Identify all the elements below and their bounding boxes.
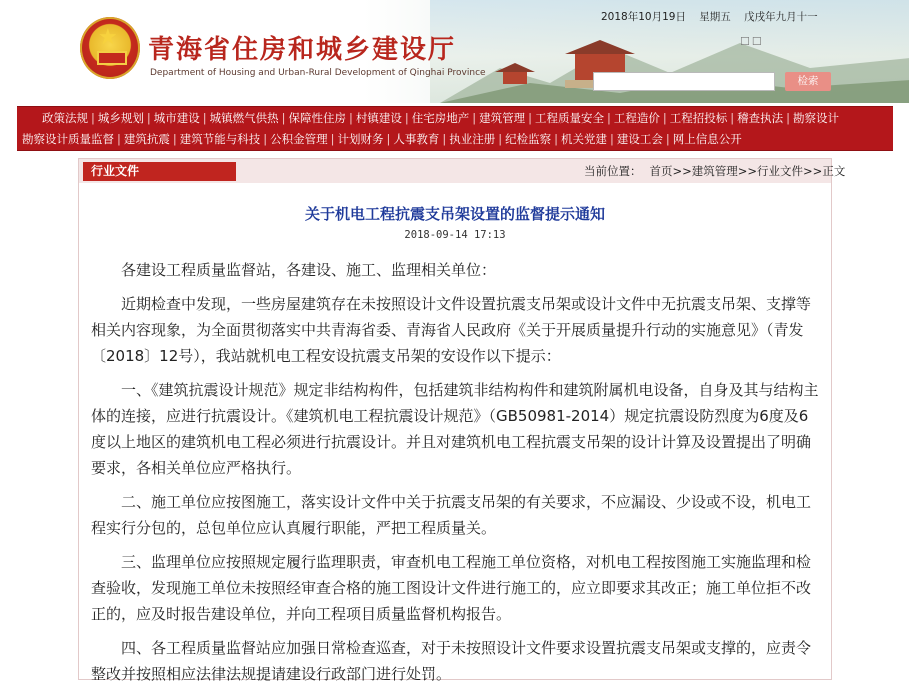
section-header-bar	[79, 159, 846, 183]
nav-separator: |	[498, 132, 503, 146]
nav-separator: |	[554, 132, 558, 146]
nav-item[interactable]: 计划财务	[337, 132, 384, 146]
bookmark-icon[interactable]: ☐	[751, 35, 764, 48]
toolbar-icons	[740, 35, 764, 48]
nav-row-1	[39, 108, 842, 129]
nav-item[interactable]: 住宅房地产	[411, 111, 470, 125]
nav-item[interactable]: 城镇燃气供热	[209, 111, 279, 125]
nav-separator: |	[172, 132, 177, 146]
nav-item[interactable]: 建筑抗震	[123, 132, 170, 146]
nav-item[interactable]: 稽查执法	[737, 111, 784, 125]
header-banner	[0, 0, 909, 103]
article-datetime: 2018-09-14 17:13	[404, 229, 506, 241]
home-icon[interactable]: ☐	[740, 35, 752, 48]
nav-item[interactable]: 网上信息公开	[672, 132, 742, 146]
nav-separator: |	[730, 111, 735, 125]
mountain-temple-image	[440, 38, 909, 103]
breadcrumb-label: 当前位置：	[584, 164, 642, 178]
nav-separator: |	[263, 132, 268, 146]
search-input[interactable]	[593, 72, 775, 91]
nav-item[interactable]: 村镇建设	[355, 111, 402, 125]
nav-separator: |	[404, 111, 409, 125]
article-paragraph: 二、施工单位应按图施工，落实设计文件中关于抗震支吊架的有关要求，不应漏设、少设或不设，机电工程实行分包的，总包单位应认真履行职能，严把工程质量关。	[91, 493, 812, 537]
article-paragraph: 一、《建筑抗震设计规范》规定非结构构件，包括建筑非结构构件和建筑附属机电设备，自身及其与结构主体的连接，应进行抗震设计。《建筑机电工程抗震设计规范》（GB50981-2014）规定抗震设防烈度为6度及6度以上地区的建筑机电工程必须进行抗震设计。并且对建筑机电工程抗震支吊架的设计计算及设置提出了明确要求，各相关单位应严格执行。	[91, 381, 819, 477]
nav-item[interactable]: 保障性住房	[288, 111, 346, 125]
nav-separator: |	[349, 111, 353, 125]
nav-item[interactable]: 纪检监察	[505, 132, 552, 146]
article-paragraph: 近期检查中发现，一些房屋建筑存在未按照设计文件设置抗震支吊架或设计文件中无抗震支吊架、支撑等相关内容现象，为全面贯彻落实中共青海省委、青海省人民政府《关于开展质量提升行动的实施意见》（青发〔2018〕12号），我站就机电工程安设抗震支吊架的安设作以下提示：	[91, 295, 812, 365]
nav-item[interactable]: 城市建设	[153, 111, 200, 125]
main-nav	[17, 106, 893, 151]
nav-item[interactable]: 建筑节能与科技	[179, 132, 261, 146]
article-body	[91, 257, 821, 695]
nav-separator: |	[786, 111, 790, 125]
nav-item[interactable]: 政策法规	[42, 111, 88, 125]
weekday-text: 星期五	[699, 11, 731, 23]
breadcrumb	[584, 163, 845, 179]
nav-item[interactable]: 工程造价	[613, 111, 660, 125]
nav-separator: |	[665, 132, 670, 146]
nav-separator: |	[472, 111, 477, 125]
national-emblem-logo: ★	[80, 17, 140, 79]
nav-separator: |	[662, 111, 667, 125]
nav-separator: |	[528, 111, 532, 125]
nav-separator: |	[281, 111, 286, 125]
nav-separator: |	[330, 132, 335, 146]
nav-separator: |	[146, 111, 151, 125]
search-button[interactable]: 检索	[785, 72, 831, 91]
article-paragraph: 三、监理单位应按照规定履行监理职责，审查机电工程施工单位资格，对机电工程按图施工实施监理和检查验收，发现施工单位未按照经审查合格的施工图设计文件进行施工的，应立即要求其改正；施工单位拒不改正的，应及时报告建设单位，并向工程项目质量监督机构报告。	[91, 553, 812, 623]
nav-item[interactable]: 建筑管理	[479, 111, 526, 125]
nav-separator: |	[610, 132, 614, 146]
nav-item[interactable]: 工程质量安全	[535, 111, 604, 125]
date-display	[601, 9, 828, 24]
nav-separator: |	[91, 111, 95, 125]
nav-item[interactable]: 人事教育	[393, 132, 440, 146]
article-title: 关于机电工程抗震支吊架设置的监督提示通知	[304, 205, 605, 223]
nav-separator: |	[607, 111, 611, 125]
nav-item[interactable]: 勘察设计质量监督	[22, 132, 114, 146]
article-paragraph: 四、各工程质量监督站应加强日常检查巡查，对于未按照设计文件要求设置抗震支吊架或支撑的，应责令整改并按照相应法律法规提请建设行政部门进行处罚。	[91, 639, 812, 683]
site-subtitle: Department of Housing and Urban-Rural Development of Qinghai Province	[150, 68, 486, 78]
nav-separator: |	[386, 132, 391, 146]
nav-row-2	[19, 129, 745, 150]
content-frame	[78, 158, 846, 683]
nav-item[interactable]: 机关党建	[561, 132, 607, 146]
article-paragraph: 各建设工程质量监督站，各建设、施工、监理相关单位：	[121, 261, 497, 279]
lunar-date-text: 戊戌年九月十一	[744, 11, 818, 23]
section-tab	[83, 162, 236, 181]
nav-item[interactable]: 执业注册	[449, 132, 496, 146]
nav-item[interactable]: 勘察设计	[793, 111, 839, 125]
nav-item[interactable]: 城乡规划	[97, 111, 144, 125]
nav-separator: |	[117, 132, 121, 146]
section-tab-label: 行业文件	[91, 164, 140, 178]
nav-item[interactable]: 工程招投标	[669, 111, 728, 125]
nav-separator: |	[202, 111, 207, 125]
breadcrumb-path[interactable]: 首页>>建筑管理>>行业文件>>正文	[649, 164, 846, 178]
date-text: 2018年10月19日	[601, 11, 686, 23]
site-title: 青海省住房和城乡建设厅	[148, 35, 457, 65]
nav-item[interactable]: 公积金管理	[270, 132, 328, 146]
nav-separator: |	[442, 132, 447, 146]
nav-item[interactable]: 建设工会	[616, 132, 663, 146]
